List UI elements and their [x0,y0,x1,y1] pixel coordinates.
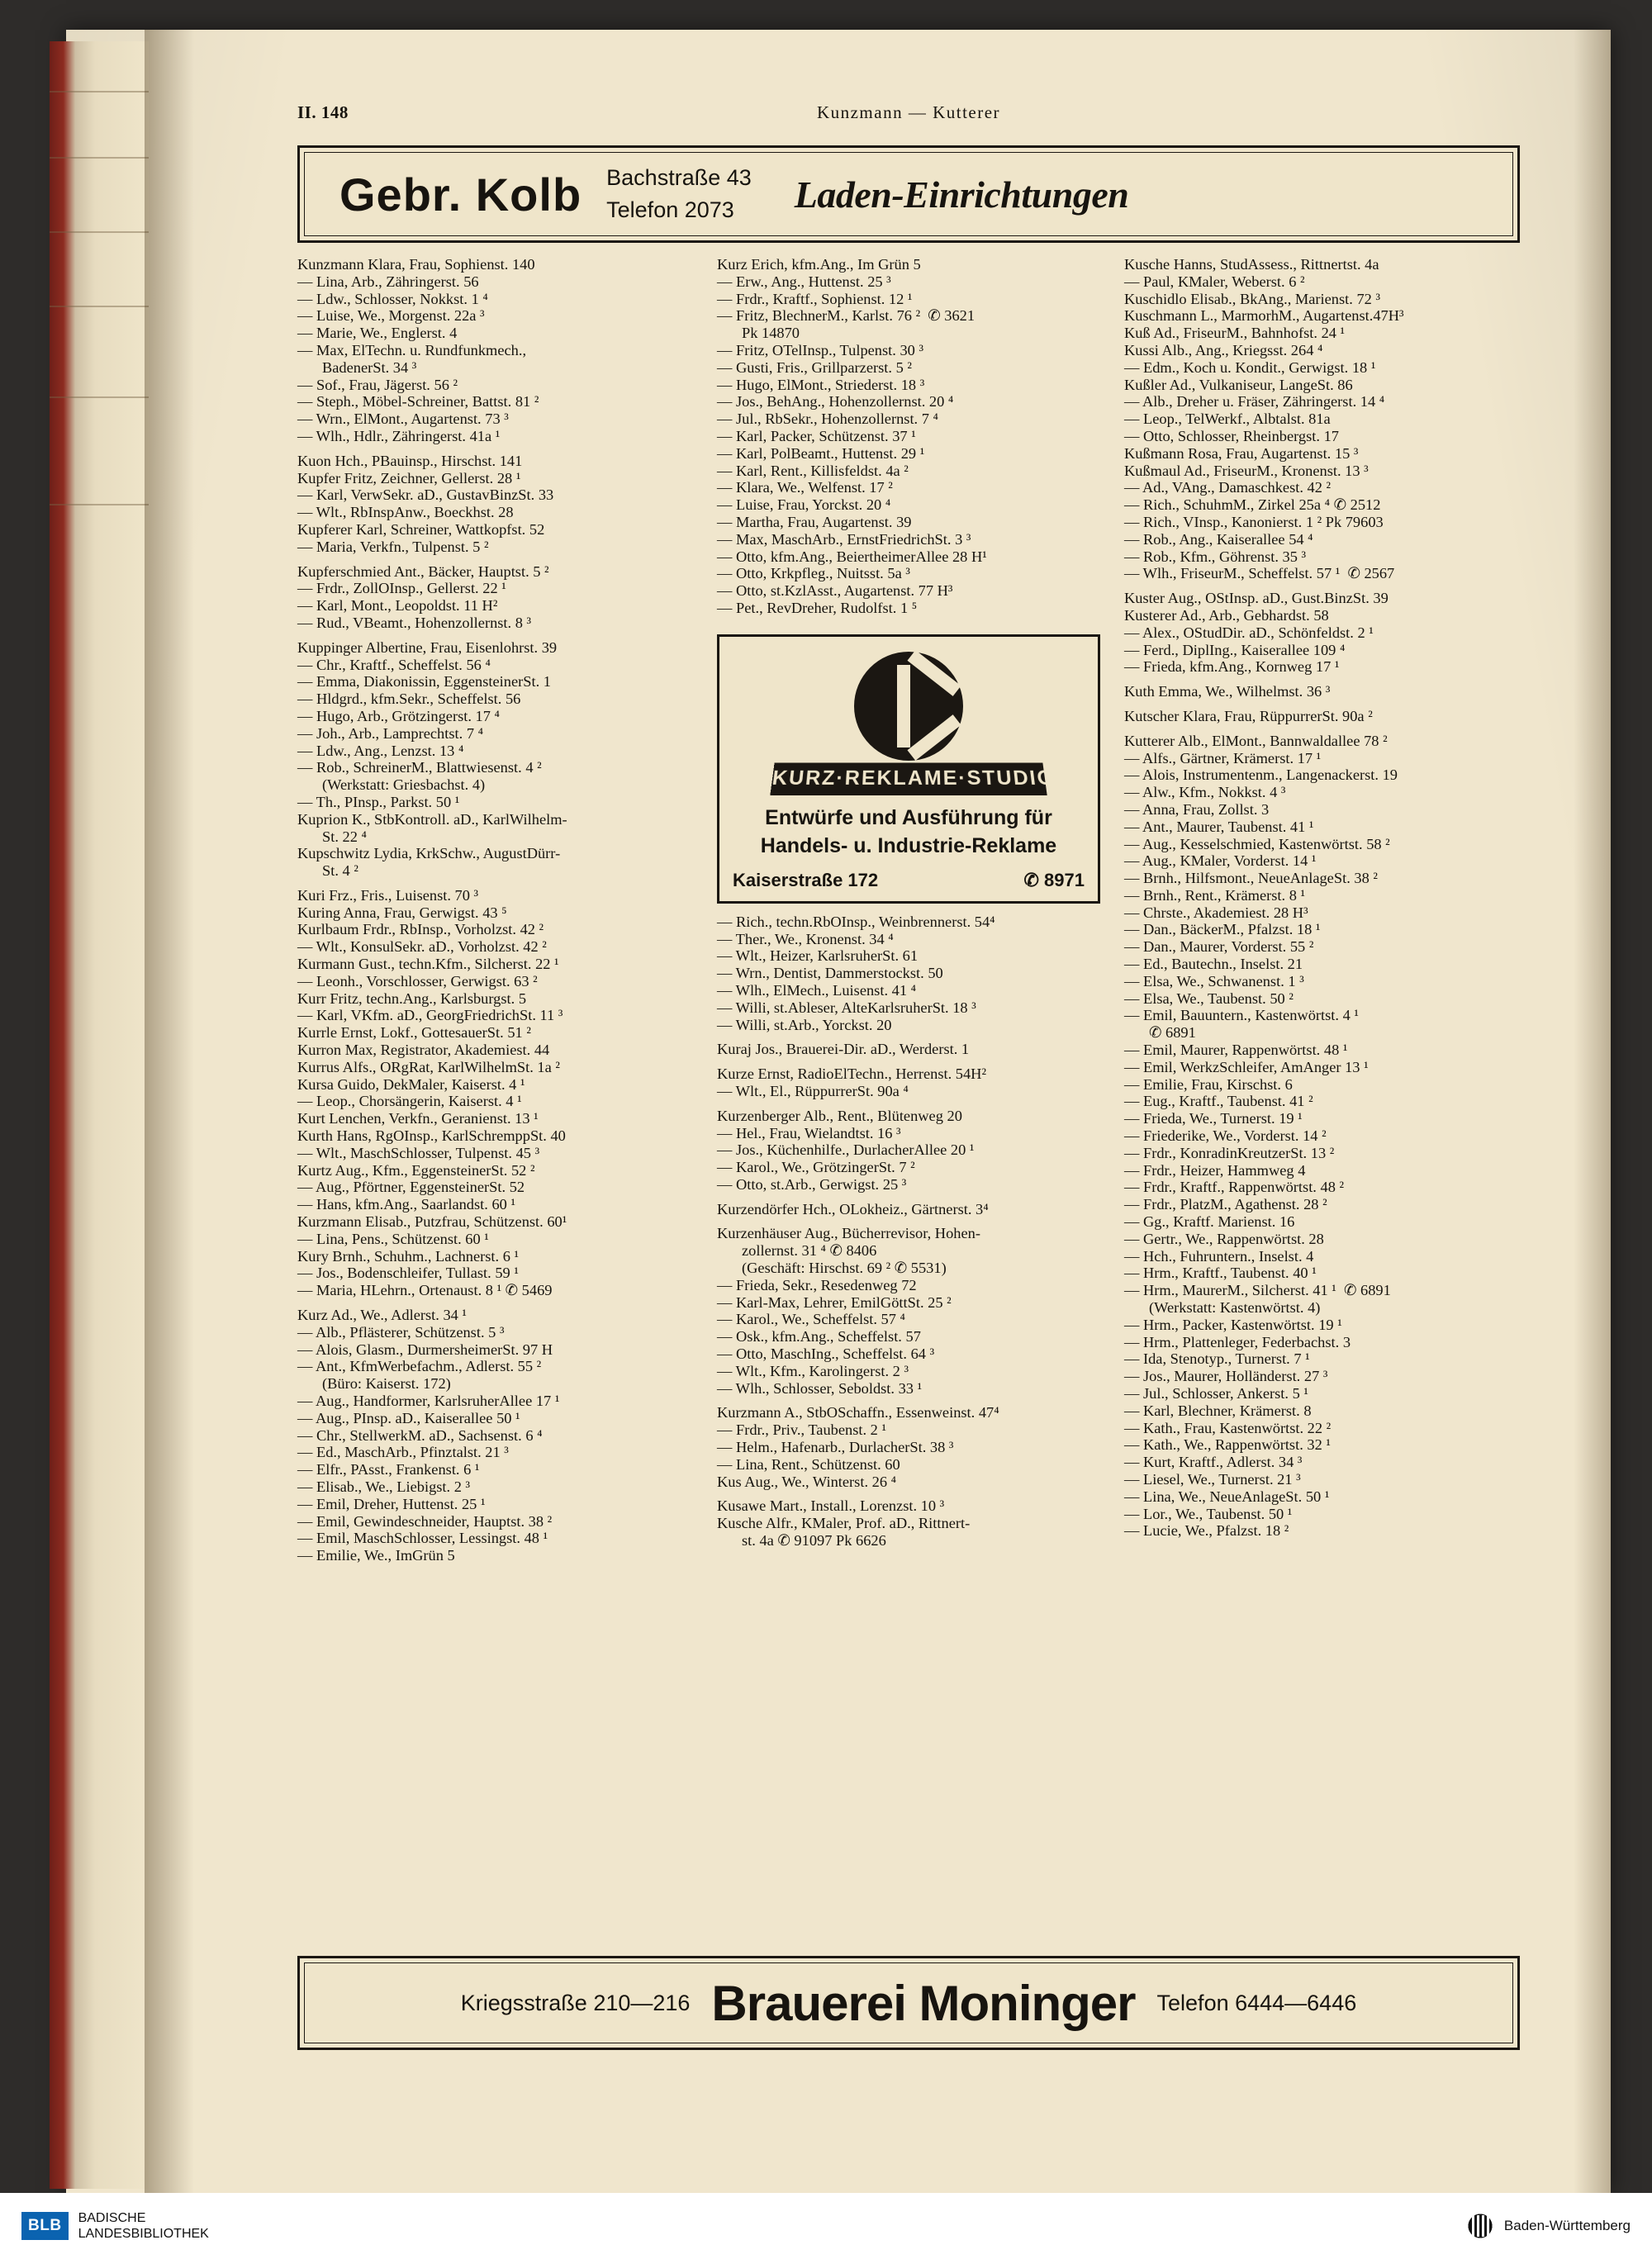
ad-line-1: Entwürfe und Ausführung für [765,805,1052,829]
directory-entry: — Edm., Koch u. Kondit., Gerwigst. 18 ¹ [1124,358,1376,376]
directory-entry: Kuth Emma, We., Wilhelmst. 36 ³ [1124,683,1331,700]
directory-entry: — Otto, st.KzlAsst., Augartenst. 77 H³ [717,582,953,600]
directory-entry-group [717,256,1100,617]
directory-entry: — Karl, Packer, Schützenst. 37 ¹ [717,427,916,444]
directory-entry: Kupfer Fritz, Zeichner, Gellerst. 28 ¹ [297,469,521,486]
directory-entry: — Willi, st.Arb., Yorckst. 20 [717,1016,892,1033]
directory-entry: Kury Brnh., Schuhm., Lachnerst. 6 ¹ [297,1247,520,1265]
directory-entry: — Osk., kfm.Ang., Scheffelst. 57 [717,1328,921,1345]
directory-entry: — Klara, We., Welfenst. 17 ² [717,479,893,496]
directory-entry: — Steph., Möbel-Schreiner, Battst. 81 ² [297,393,539,411]
book-spine [50,41,149,2189]
directory-entry: Kupschwitz Lydia, KrkSchw., AugustDürr- [297,845,561,862]
directory-entry: — Dan., BäckerM., Pfalzst. 18 ¹ [1124,921,1321,938]
library-branding[interactable] [21,2210,209,2242]
directory-entry: — Friederike, We., Vorderst. 14 ² [1124,1127,1327,1145]
directory-entry: Kussi Alb., Ang., Kriegsst. 264 ⁴ [1124,341,1323,358]
directory-entry: — Karol., We., Scheffelst. 57 ⁴ [717,1311,905,1328]
directory-entry: Kurr Fritz, techn.Ang., Karlsburgst. 5 [297,989,527,1007]
directory-entry-group [297,639,693,880]
directory-entry: — Leop., TelWerkf., Albtalst. 81a [1124,411,1331,428]
directory-entry: — Hch., Fuhruntern., Inselst. 4 [1124,1247,1314,1265]
directory-entry: Kunzmann Klara, Frau, Sophienst. 140 [297,256,535,273]
directory-entry: — Frdr., Heizer, Hammweg 4 [1124,1161,1306,1179]
directory-column-2 [705,256,1112,1941]
directory-entry: — Hrm., Packer, Kastenwörtst. 19 ¹ [1124,1316,1342,1333]
directory-entry: — Frieda, Sekr., Resedenweg 72 [717,1276,917,1293]
entry-group-spacer [1124,725,1507,733]
entry-group-spacer [717,1397,1100,1404]
directory-entry: — Jul., RbSekr., Hohenzollernst. 7 ⁴ [717,411,938,428]
directory-entry: Kußler Ad., Vulkaniseur, LangeSt. 86 [1124,376,1353,393]
directory-entry: — Luise, Frau, Yorckst. 20 ⁴ [717,496,891,514]
directory-entry: — Frdr., ZollOInsp., Gellerst. 22 ¹ [297,580,506,597]
directory-entry: Kurt Lenchen, Verkfn., Geranienst. 13 ¹ [297,1110,539,1127]
directory-entry: Kuon Hch., PBauinsp., Hirschst. 141 [297,452,523,469]
directory-entry: — Luise, We., Morgenst. 22a ³ [297,307,485,325]
directory-entry-continuation: (Werkstatt: Griesbachst. 4) [322,776,486,794]
directory-entry: — Aug., Kesselschmied, Kastenwörtst. 58 ² [1124,835,1390,852]
directory-entry-group [1124,683,1507,700]
directory-entry: Kuraj Jos., Brauerei-Dir. aD., Werderst. 1 [717,1041,970,1058]
directory-entry: — Elfr., PAsst., Frankenst. 6 ¹ [297,1461,480,1478]
spine-shadow [145,30,194,2194]
directory-entry-continuation: BadenerSt. 34 ³ [322,358,417,376]
directory-entry: — Ther., We., Kronenst. 34 ⁴ [717,930,894,947]
directory-entry: — Karl, VerwSekr. aD., GustavBinzSt. 33 [297,486,554,504]
advertiser-contact [606,162,752,226]
directory-entry: — Paul, KMaler, Weberst. 6 ² [1124,273,1305,290]
directory-entry: — Th., PInsp., Parkst. 50 ¹ [297,793,460,810]
directory-entry: — Rob., SchreinerM., Blattwiesenst. 4 ² [297,759,542,776]
directory-entry: — Frieda, kfm.Ang., Kornweg 17 ¹ [1124,658,1340,676]
directory-entry: — Wrn., Dentist, Dammerstockst. 50 [717,965,943,982]
directory-entry: — Ferd., DiplIng., Kaiserallee 109 ⁴ [1124,641,1346,658]
directory-columns [297,256,1520,1941]
directory-entry: — Wlh., Schlosser, Seboldst. 33 ¹ [717,1379,923,1397]
directory-entry: Kurrus Alfs., ORgRat, KarlWilhelmSt. 1a ² [297,1058,560,1075]
entry-group-spacer [297,556,693,563]
directory-entry-group [1124,708,1507,725]
directory-entry-continuation: (Werkstatt: Kastenwörtst. 4) [1149,1299,1321,1317]
directory-entry: — Karol., We., GrötzingerSt. 7 ² [717,1159,915,1176]
directory-entry: Kurzenberger Alb., Rent., Blütenweg 20 [717,1107,962,1124]
directory-entry: — Karl, Mont., Leopoldst. 11 H² [297,597,498,615]
directory-entry: Kurzendörfer Hch., OLokheiz., Gärtnerst. 3⁴ [717,1200,989,1217]
directory-entry: Kuppinger Albertine, Frau, Eisenlohrst. 39 [297,638,558,656]
directory-entry: — Brnh., Hilfsmont., NeueAnlageSt. 38 ² [1124,870,1378,887]
advertiser-phone: Telefon 2073 [606,197,734,222]
directory-column-3 [1112,256,1519,1941]
directory-entry: — Emilie, Frau, Kirschst. 6 [1124,1075,1293,1093]
directory-entry: — Alfs., Gärtner, Krämerst. 17 ¹ [1124,749,1322,766]
directory-entry: — Ed., MaschArb., Pfinztalst. 21 ³ [297,1444,509,1461]
directory-entry: Kurze Ernst, RadioElTechn., Herrenst. 54H² [717,1065,986,1083]
directory-entry: Kursa Guido, DekMaler, Kaiserst. 4 ¹ [297,1075,525,1093]
directory-entry: Kurzmann Elisab., Putzfrau, Schützenst. 60¹ [297,1213,567,1231]
directory-entry: — Rich., VInsp., Kanonierst. 1 ² Pk 79603 [1124,513,1384,530]
directory-entry: — Jul., Schlosser, Ankerst. 5 ¹ [1124,1385,1308,1402]
directory-entry: — Eug., Kraftf., Taubenst. 41 ² [1124,1093,1313,1110]
advertisement-kurz-reklame-studio[interactable] [717,634,1100,904]
running-head: Kunzmann — Kutterer [816,102,1001,122]
directory-entry: — Fritz, BlechnerM., Karlst. 76 ² ✆ 3621 [717,307,976,325]
directory-entry: — Ida, Stenotyp., Turnerst. 7 ¹ [1124,1350,1310,1368]
library-name [78,2210,209,2242]
directory-entry: Kusawe Mart., Install., Lorenzst. 10 ³ [717,1497,945,1515]
directory-entry-group [717,1225,1100,1397]
directory-entry-group [297,453,693,556]
entry-group-spacer [717,617,1100,624]
directory-entry: — Ldw., Schlosser, Nokkst. 1 ⁴ [297,290,488,307]
directory-entry: — Alois, Instrumentenm., Langenackerst. 19 [1124,766,1398,784]
coat-of-arms-icon [1466,2212,1494,2240]
directory-entry-group [717,1065,1100,1100]
entry-group-spacer [717,1490,1100,1497]
directory-entry: — Fritz, OTelInsp., Tulpenst. 30 ³ [717,341,923,358]
directory-entry: — Emil, Bauuntern., Kastenwörtst. 4 ¹ [1124,1007,1359,1024]
directory-entry: — Wlt., El., RüppurrerSt. 90a ⁴ [717,1082,909,1099]
directory-entry: — Karl, VKfm. aD., GeorgFriedrichSt. 11 ³ [297,1007,563,1024]
directory-entry: — Emil, MaschSchlosser, Lessingst. 48 ¹ [297,1530,548,1547]
directory-entry: — Rob., Kfm., Göhrenst. 35 ³ [1124,548,1307,565]
directory-entry-group [297,256,693,445]
directory-entry: — Hugo, ElMont., Striederst. 18 ³ [717,376,925,393]
directory-entry: — Martha, Frau, Augartenst. 39 [717,513,912,530]
directory-entry: Kußmann Rosa, Frau, Augartenst. 15 ³ [1124,444,1359,462]
directory-entry: — Otto, MaschIng., Scheffelst. 64 ³ [717,1345,935,1363]
directory-entry: — Wlt., RbInspAnw., Boeckhst. 28 [297,504,514,521]
directory-entry-group [1124,256,1507,582]
page-header [297,99,1520,132]
directory-entry: — Frdr., Priv., Taubenst. 2 ¹ [717,1421,886,1439]
directory-entry: — Aug., Handformer, KarlsruherAllee 17 ¹ [297,1393,560,1409]
directory-entry-group [297,1307,693,1564]
directory-entry: — Lina, We., NeueAnlageSt. 50 ¹ [1124,1488,1330,1505]
directory-entry: — Lina, Rent., Schützenst. 60 [717,1455,900,1473]
directory-entry: — Gertr., We., Rappenwörtst. 28 [1124,1230,1324,1247]
advertiser-slogan: Laden-Einrichtungen [794,173,1129,216]
directory-entry: Kurtz Aug., Kfm., EggensteinerSt. 52 ² [297,1161,535,1179]
directory-entry: — Helm., Hafenarb., DurlacherSt. 38 ³ [717,1439,954,1456]
directory-entry: — Lor., We., Taubenst. 50 ¹ [1124,1505,1293,1522]
directory-entry: — Otto, st.Arb., Gerwigst. 25 ³ [717,1175,907,1193]
directory-entry: — Leop., Chorsängerin, Kaiserst. 4 ¹ [297,1093,522,1110]
directory-entry: — Aug., PInsp. aD., Kaiserallee 50 ¹ [297,1409,520,1426]
directory-entry: — Aug., KMaler, Vorderst. 14 ¹ [1124,852,1317,870]
directory-entry: Kuster Aug., OStInsp. aD., Gust.BinzSt. 39 [1124,590,1389,607]
directory-entry: Kupferer Karl, Schreiner, Wattkopfst. 52 [297,520,545,538]
directory-entry: — Wlh., FriseurM., Scheffelst. 57 ¹ ✆ 2567 [1124,565,1395,582]
library-name-line2: LANDESBIBLIOTHEK [78,2227,209,2241]
directory-entry-continuation: ✆ 6891 [1149,1024,1196,1042]
directory-entry-group [1124,733,1507,1540]
directory-entry: — Jos., Küchenhilfe., DurlacherAllee 20 ¹ [717,1141,975,1159]
directory-entry: — Emil, WerkzSchleifer, AmAnger 13 ¹ [1124,1058,1369,1075]
directory-entry-continuation: St. 22 ⁴ [322,828,367,845]
directory-entry-continuation: Pk 14870 [742,325,800,342]
entry-group-spacer [297,1299,693,1307]
directory-entry: — Willi, st.Ableser, AlteKarlsruherSt. 18 ³ [717,999,976,1016]
directory-entry: — Hrm., MaurerM., Silcherst. 41 ¹ ✆ 6891 [1124,1282,1391,1299]
directory-entry: — Hldgrd., kfm.Sekr., Scheffelst. 56 [297,691,521,708]
directory-entry: — Max, MaschArb., ErnstFriedrichSt. 3 ³ [717,530,971,548]
directory-entry: — Hans, kfm.Ang., Saarlandst. 60 ¹ [297,1196,515,1213]
directory-entry-group [717,1201,1100,1218]
directory-entry: Kurz Ad., We., Adlerst. 34 ¹ [297,1307,467,1324]
directory-entry-continuation: st. 4a ✆ 91097 Pk 6626 [742,1532,886,1550]
directory-entry-continuation: zollernst. 31 ⁴ ✆ 8406 [742,1242,877,1260]
directory-entry: — Dan., Maurer, Vorderst. 55 ² [1124,938,1314,956]
directory-entry: — Frdr., KonradinKreutzerSt. 13 ² [1124,1144,1335,1161]
directory-entry: Kuschidlo Elisab., BkAng., Marienst. 72 ³ [1124,290,1380,307]
directory-entry: Kurzmann A., StbOSchaffn., Essenweinst. 47⁴ [717,1404,999,1421]
directory-entry: — Wlh., ElMech., Luisenst. 41 ⁴ [717,981,917,999]
directory-entry: — Ad., VAng., Damaschkest. 42 ² [1124,479,1332,496]
directory-entry: Kutterer Alb., ElMont., Bannwaldallee 78 ² [1124,732,1388,749]
entry-group-spacer [297,445,693,453]
brewery-address: Kriegsstraße 210—216 [460,1990,691,2015]
directory-entry: — Karl, PolBeamt., Huttenst. 29 ¹ [717,444,925,462]
directory-entry: — Lucie, We., Pfalzst. 18 ² [1124,1522,1289,1540]
directory-entry: — Joh., Arb., Lamprechtst. 7 ⁴ [297,724,484,742]
entry-group-spacer [717,1194,1100,1201]
directory-entry: — Karl, Blechner, Krämerst. 8 [1124,1402,1312,1419]
directory-entry: — Rich., techn.RbOInsp., Weinbrennerst. 54⁴ [717,913,995,930]
directory-entry: — Kurt, Kraftf., Adlerst. 34 ³ [1124,1454,1303,1471]
directory-entry: — Kath., Frau, Kastenwörtst. 22 ² [1124,1419,1332,1436]
brewery-name: Brauerei Moninger [711,1975,1136,2031]
directory-entry: — Emil, Gewindeschneider, Hauptst. 38 ² [297,1512,553,1530]
directory-entry: Kußmaul Ad., FriseurM., Kronenst. 13 ³ [1124,462,1369,479]
directory-entry: — Hrm., Plattenleger, Federbachst. 3 [1124,1333,1351,1350]
directory-entry: Kurron Max, Registrator, Akademiest. 44 [297,1042,550,1059]
brewery-phone: Telefon 6444—6446 [1156,1990,1357,2015]
directory-entry: — Marie, We., Englerst. 4 [297,325,458,342]
directory-entry-continuation: (Geschäft: Hirschst. 69 ² ✆ 5531) [742,1260,947,1277]
directory-entry: — Hel., Frau, Wielandtst. 16 ³ [717,1124,901,1141]
directory-entry-group [717,1041,1100,1058]
directory-entry: — Ed., Bautechn., Inselst. 21 [1124,956,1303,973]
directory-entry: Kuschmann L., MarmorhM., Augartenst.47H³ [1124,307,1404,325]
directory-entry-group [717,1404,1100,1490]
directory-entry: — Elsa, We., Taubenst. 50 ² [1124,989,1294,1007]
directory-entry-continuation: (Büro: Kaiserst. 172) [322,1375,451,1393]
directory-entry: — Leonh., Vorschlosser, Gerwigst. 63 ² [297,972,538,989]
directory-entry: Kurmann Gust., techn.Kfm., Silcherst. 22 ¹ [297,956,559,973]
directory-entry: — Otto, Krkpfleg., Nuitsst. 5a ³ [717,565,910,582]
page-content [297,99,1520,2106]
directory-entry: — Elsa, We., Schwanenst. 1 ³ [1124,972,1304,989]
viewer-footer [0,2193,1652,2259]
directory-entry: — Frdr., PlatzM., Agathenst. 28 ² [1124,1196,1327,1213]
directory-entry: — Rob., Ang., Kaiserallee 54 ⁴ [1124,530,1313,548]
directory-entry: — Rich., SchuhmM., Zirkel 25a ⁴ ✆ 2512 [1124,496,1381,514]
directory-entry: — Frdr., Kraftf., Rappenwörtst. 48 ² [1124,1179,1345,1196]
directory-entry: — Rud., VBeamt., Hohenzollernst. 8 ³ [297,614,532,631]
directory-entry: — Jos., Bodenschleifer, Tullast. 59 ¹ [297,1265,519,1282]
directory-entry: — Alw., Kfm., Nokkst. 4 ³ [1124,784,1286,801]
directory-entry: Kurth Hans, RgOInsp., KarlSchremppSt. 40 [297,1127,566,1145]
directory-entry: Kusche Alfr., KMaler, Prof. aD., Rittnert- [717,1515,971,1532]
directory-entry: — Alb., Pflästerer, Schützenst. 5 ³ [297,1323,505,1341]
directory-entry: Kuß Ad., FriseurM., Bahnhofst. 24 ¹ [1124,325,1346,342]
entry-group-spacer [297,632,693,639]
directory-entry: Kutscher Klara, Frau, RüppurrerSt. 90a ² [1124,707,1373,724]
directory-entry: — Ant., Maurer, Taubenst. 41 ¹ [1124,818,1314,835]
directory-entry: — Chr., Kraftf., Scheffelst. 56 ⁴ [297,656,491,673]
entry-group-spacer [297,880,693,887]
directory-entry: — Emil, Dreher, Huttenst. 25 ¹ [297,1495,486,1512]
directory-entry-group [717,1108,1100,1194]
advertiser-name: Gebr. Kolb [339,168,582,221]
kurz-reklame-logo-text: KURZ·REKLAME·STUDIO [770,762,1047,795]
directory-entry: — Emilie, We., ImGrün 5 [297,1547,455,1564]
directory-entry: — Max, ElTechn. u. Rundfunkmech., [297,341,527,358]
directory-entry: — Karl, Rent., Killisfeldst. 4a ² [717,462,909,479]
directory-entry: — Lina, Arb., Zähringerst. 56 [297,273,479,290]
advertisement-kolb[interactable] [297,145,1520,243]
directory-entry: — Hrm., Kraftf., Taubenst. 40 ¹ [1124,1265,1317,1282]
entry-group-spacer [1124,700,1507,708]
directory-entry-group [1124,590,1507,676]
blb-logo: BLB [21,2212,69,2240]
entry-group-spacer [717,1058,1100,1065]
directory-entry: — Liesel, We., Turnerst. 21 ³ [1124,1470,1301,1488]
directory-entry: Kupferschmied Ant., Bäcker, Hauptst. 5 ² [297,562,549,580]
directory-entry-group [717,914,1100,1034]
directory-entry: — Alb., Dreher u. Fräser, Zähringerst. 14 ⁴ [1124,393,1385,411]
directory-entry: — Wlt., KonsulSekr. aD., Vorholzst. 42 ² [297,938,547,956]
state-branding[interactable] [1466,2212,1631,2240]
directory-entry: — Ant., KfmWerbefachm., Adlerst. 55 ² [297,1358,542,1375]
directory-entry: — Gg., Kraftf. Marienst. 16 [1124,1213,1295,1231]
entry-group-spacer [717,1033,1100,1041]
directory-entry: — Alex., OStudDir. aD., Schönfeldst. 2 ¹ [1124,624,1374,641]
directory-entry: — Aug., Pförtner, EggensteinerSt. 52 [297,1179,525,1196]
directory-entry: — Wlt., Kfm., Karolingerst. 2 ³ [717,1362,909,1379]
directory-entry: — Otto, kfm.Ang., BeiertheimerAllee 28 H¹ [717,548,987,565]
directory-entry: — Maria, HLehrn., Ortenaust. 8 ¹ ✆ 5469 [297,1282,553,1299]
directory-entry: Kus Aug., We., Winterst. 26 ⁴ [717,1473,897,1490]
directory-entry: — Gusti, Fris., Grillparzerst. 5 ² [717,358,912,376]
ad-phone: ✆ 8971 [1023,869,1085,890]
directory-entry: — Otto, Schlosser, Rheinbergst. 17 [1124,427,1339,444]
directory-entry: — Anna, Frau, Zollst. 3 [1124,800,1270,818]
advertisement-moninger[interactable] [297,1956,1520,2050]
directory-entry: — Emil, Maurer, Rappenwörtst. 48 ¹ [1124,1042,1348,1059]
directory-entry: — Wlt., Heizer, KarlsruherSt. 61 [717,947,919,965]
directory-entry-group [717,1497,1100,1549]
directory-entry: — Chrste., Akademiest. 28 H³ [1124,904,1308,921]
directory-entry: — Alois, Glasm., DurmersheimerSt. 97 H [297,1341,553,1358]
directory-entry: Kusterer Ad., Arb., Gebhardst. 58 [1124,606,1329,624]
directory-entry: — Erw., Ang., Huttenst. 25 ³ [717,273,891,290]
directory-entry: — Jos., BehAng., Hohenzollernst. 20 ⁴ [717,393,954,411]
directory-entry: — Ldw., Ang., Lenzst. 13 ⁴ [297,742,464,759]
directory-entry: — Wrn., ElMont., Augartenst. 73 ³ [297,411,509,428]
directory-entry: Kurrle Ernst, Lokf., GottesauerSt. 51 ² [297,1024,531,1042]
entry-group-spacer [1124,676,1507,683]
folio-number: II. 148 [297,102,349,122]
directory-entry-group [297,887,693,1299]
directory-column-1 [297,256,705,1941]
ad-address: Kaiserstraße 172 [733,869,879,890]
directory-entry: — Sof., Frau, Jägerst. 56 ² [297,376,458,393]
ad-line-2: Handels- u. Industrie-Reklame [760,833,1057,857]
directory-entry: — Wlh., Hdlr., Zähringerst. 41a ¹ [297,427,501,444]
directory-entry: — Lina, Pens., Schützenst. 60 ¹ [297,1230,489,1247]
entry-group-spacer [717,1217,1100,1225]
directory-entry: — Wlt., MaschSchlosser, Tulpenst. 45 ³ [297,1144,540,1161]
kurz-reklame-logo-icon [854,652,963,761]
directory-entry: Kurzenhäuser Aug., Bücherrevisor, Hohen- [717,1225,980,1242]
advertiser-address: Bachstraße 43 [606,164,752,190]
directory-entry: Kurz Erich, kfm.Ang., Im Grün 5 [717,256,921,273]
directory-entry: — Maria, Verkfn., Tulpenst. 5 ² [297,538,489,555]
directory-entry: — Hugo, Arb., Grötzingerst. 17 ⁴ [297,707,500,724]
directory-entry: — Kath., We., Rappenwörtst. 32 ¹ [1124,1436,1331,1454]
directory-entry: — Brnh., Rent., Krämerst. 8 ¹ [1124,886,1306,904]
directory-entry: — Frdr., Kraftf., Sophienst. 12 ¹ [717,290,913,307]
page-right-edge-shadow [1574,30,1611,2194]
entry-group-spacer [1124,582,1507,590]
directory-entry: — Frieda, We., Turnerst. 19 ¹ [1124,1110,1303,1127]
directory-entry: — Karl-Max, Lehrer, EmilGöttSt. 25 ² [717,1293,952,1311]
directory-entry-continuation: St. 4 ² [322,862,358,880]
state-name: Baden-Württemberg [1503,2218,1631,2233]
directory-entry: Kurlbaum Frdr., RbInsp., Vorholzst. 42 ² [297,921,544,938]
directory-entry-group [297,563,693,632]
directory-entry: Kuring Anna, Frau, Gerwigst. 43 ⁵ [297,904,507,921]
ad-contact-row [728,870,1089,891]
directory-entry: — Emma, Diakonissin, EggensteinerSt. 1 [297,673,551,691]
directory-entry: — Pet., RevDreher, Rudolfst. 1 ⁵ [717,599,918,616]
directory-entry: — Chr., StellwerkM. aD., Sachsenst. 6 ⁴ [297,1426,543,1444]
directory-entry: — Elisab., We., Liebigst. 2 ³ [297,1478,471,1495]
entry-group-spacer [717,1100,1100,1108]
directory-entry: Kusche Hanns, StudAssess., Rittnertst. 4a [1124,256,1379,273]
directory-entry: Kuri Frz., Fris., Luisenst. 70 ³ [297,886,479,904]
library-name-line1: BADISCHE [78,2211,146,2225]
directory-entry: — Jos., Maurer, Holländerst. 27 ³ [1124,1368,1328,1385]
directory-entry: Kuprion K., StbKontroll. aD., KarlWilhelm- [297,810,567,828]
